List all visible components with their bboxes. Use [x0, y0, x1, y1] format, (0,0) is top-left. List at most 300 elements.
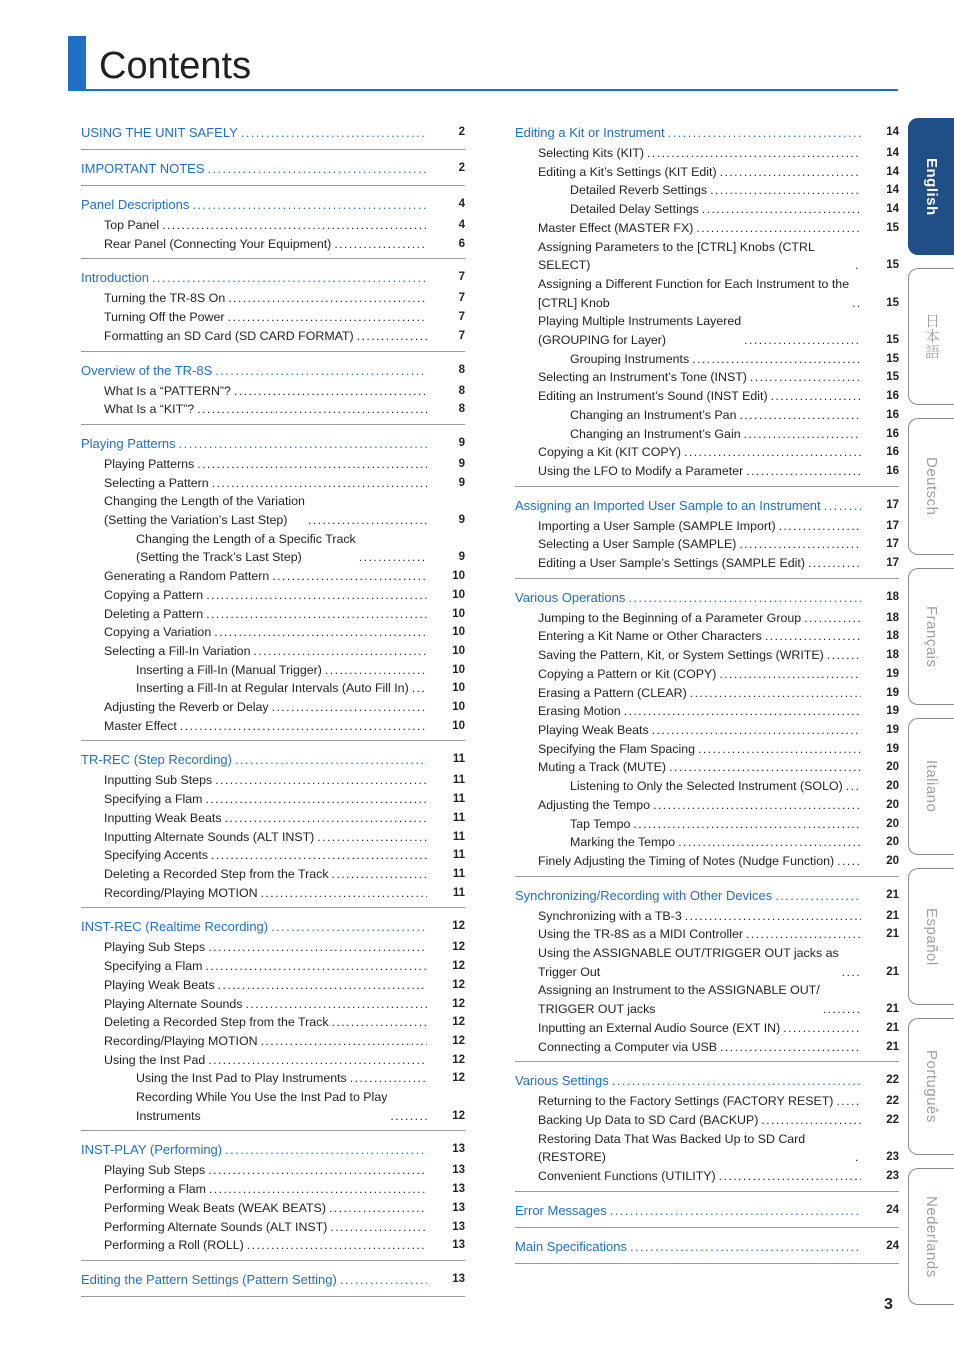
toc-entry[interactable]	[515, 1130, 899, 1167]
toc-heading[interactable]	[515, 122, 899, 143]
toc-entry[interactable]	[81, 957, 465, 976]
toc-entry[interactable]	[81, 455, 465, 474]
toc-entry[interactable]	[81, 884, 465, 903]
toc-entry-title: Various Operations	[515, 589, 626, 605]
dot-leader	[630, 1236, 861, 1257]
dot-leader	[179, 433, 427, 454]
toc-entry[interactable]	[515, 815, 899, 834]
dot-leader	[610, 1200, 861, 1221]
toc-entry-title: Selecting a Pattern	[104, 475, 209, 490]
toc-entry-title: Erasing a Pattern (CLEAR)	[538, 685, 687, 700]
dot-leader	[761, 1111, 861, 1130]
toc-entry[interactable]	[81, 308, 465, 327]
toc-entry[interactable]	[81, 717, 465, 736]
toc-entry[interactable]	[81, 235, 465, 254]
toc-entry[interactable]	[515, 1092, 899, 1111]
dot-leader	[197, 400, 427, 419]
dot-leader	[317, 828, 427, 847]
dot-leader	[846, 777, 861, 796]
toc-entry[interactable]	[81, 661, 465, 680]
toc-entry[interactable]	[81, 1161, 465, 1180]
toc-page-number: 12	[452, 960, 465, 973]
toc-page-number: 10	[452, 682, 465, 695]
toc-entry-title: Playing Weak Beats	[538, 722, 649, 737]
toc-entry[interactable]	[81, 400, 465, 419]
toc-entry[interactable]	[515, 981, 899, 1018]
dot-leader	[804, 609, 861, 628]
toc-page-number: 19	[886, 705, 899, 718]
toc-entry[interactable]	[515, 517, 899, 536]
toc-entry-title: Listening to Only the Selected Instrument (SOLO)	[570, 779, 843, 794]
dot-leader	[702, 200, 861, 219]
dot-leader	[261, 1032, 427, 1051]
toc-entry-title: Inputting Weak Beats	[104, 810, 222, 825]
toc-entry-title: Using the ASSIGNABLE OUT/TRIGGER OUT jacks as Trigger Out	[538, 946, 839, 979]
dot-leader	[698, 740, 861, 759]
toc-page-number: 6	[458, 237, 465, 250]
dot-leader	[329, 1199, 427, 1218]
toc-entry[interactable]	[515, 777, 899, 796]
toc-page-number: 20	[886, 780, 899, 793]
toc-entry-title: Performing a Roll (ROLL)	[104, 1238, 244, 1253]
toc-entry[interactable]	[81, 698, 465, 717]
language-tab-label: Português	[923, 1050, 940, 1123]
toc-entry[interactable]	[81, 828, 465, 847]
toc-page-number: 7	[458, 271, 465, 284]
dot-leader	[719, 1167, 861, 1186]
dot-leader	[340, 1269, 427, 1290]
toc-entry-title: Master Effect	[104, 718, 177, 733]
dot-leader	[308, 511, 427, 530]
toc-entry[interactable]	[515, 387, 899, 406]
dot-leader	[197, 455, 427, 474]
toc-entry[interactable]	[81, 995, 465, 1014]
toc-page-number: 12	[452, 1016, 465, 1029]
toc-entry-title: Editing an Instrument’s Sound (INST Edit)	[538, 389, 768, 404]
toc-page-number: 13	[452, 1272, 465, 1285]
language-tab-label: English	[923, 157, 940, 216]
dot-leader	[208, 158, 427, 179]
toc-entry[interactable]	[515, 944, 899, 981]
toc-entry-title: TR-REC (Step Recording)	[81, 752, 232, 768]
toc-page-number: 16	[886, 408, 899, 421]
toc-entry-title: Copying a Variation	[104, 625, 212, 640]
toc-entry[interactable]	[515, 852, 899, 871]
toc-entry[interactable]	[81, 216, 465, 235]
toc-entry[interactable]	[515, 665, 899, 684]
dot-leader	[332, 865, 427, 884]
toc-page-number: 22	[886, 1113, 899, 1126]
toc-heading[interactable]	[515, 1236, 899, 1257]
toc-entry-title: Playing Multiple Instruments Layered (GROUPING for Layer)	[538, 314, 742, 348]
language-tab-label: Français	[923, 605, 940, 668]
toc-entry[interactable]	[81, 846, 465, 865]
toc-entry-title: Adjusting the Reverb or Delay	[104, 700, 269, 715]
toc-entry-title: Master Effect (MASTER FX)	[538, 220, 694, 235]
toc-entry[interactable]	[515, 219, 899, 238]
toc-entry-title: Main Specifications	[515, 1238, 627, 1254]
toc-page-number: 17	[886, 538, 899, 551]
toc-entry-title: Editing a User Sample’s Settings (SAMPLE Edit)	[538, 556, 805, 571]
language-tab-label: 日本語	[923, 313, 940, 360]
toc-page-number: 14	[886, 147, 899, 159]
toc-entry-title: Synchronizing with a TB-3	[538, 908, 682, 923]
toc-entry[interactable]	[515, 144, 899, 163]
toc-page-number: 12	[452, 1072, 465, 1085]
toc-entry-title: Convenient Functions (UTILITY)	[538, 1169, 716, 1184]
toc-entry[interactable]	[515, 163, 899, 182]
toc-page-number: 21	[886, 1021, 899, 1034]
toc-entry[interactable]	[515, 312, 899, 349]
toc-entry-title: Deleting a Pattern	[104, 606, 204, 621]
toc-entry[interactable]	[515, 609, 899, 628]
toc-entry[interactable]	[515, 907, 899, 926]
toc-heading[interactable]	[81, 122, 465, 143]
toc-entry-title: Editing a Kit or Instrument	[515, 125, 665, 140]
toc-entry-title: Importing a User Sample (SAMPLE Import)	[538, 518, 776, 533]
toc-entry[interactable]	[81, 865, 465, 884]
toc-entry[interactable]	[515, 702, 899, 721]
toc-entry[interactable]	[515, 627, 899, 646]
toc-page-number: 20	[886, 761, 899, 774]
toc-section	[81, 915, 465, 1131]
toc-entry[interactable]	[515, 406, 899, 425]
toc-heading[interactable]	[81, 433, 465, 454]
toc-heading[interactable]	[81, 194, 465, 215]
toc-entry[interactable]	[81, 679, 465, 698]
toc-entry-title: Overview of the TR-8S	[81, 362, 213, 378]
toc-entry[interactable]	[515, 796, 899, 815]
dot-leader	[208, 1051, 427, 1070]
language-tab[interactable]	[908, 868, 954, 1005]
toc-page-number: 21	[886, 928, 899, 941]
toc-page-number: 14	[886, 126, 899, 138]
toc-section	[515, 1235, 899, 1264]
toc-entry[interactable]	[81, 938, 465, 957]
toc-section	[81, 266, 465, 351]
toc-page-number: 15	[886, 334, 899, 347]
toc-entry[interactable]	[515, 758, 899, 777]
dot-leader	[218, 976, 427, 995]
dot-leader	[225, 1139, 427, 1160]
dot-leader	[261, 884, 427, 903]
toc-entry-title: Copying a Pattern	[104, 587, 204, 602]
toc-section	[81, 359, 465, 425]
toc-entry-title: Specifying the Flam Spacing	[538, 741, 696, 756]
toc-page-number: 13	[452, 1220, 465, 1233]
toc-page-number: 11	[452, 774, 465, 787]
toc-heading[interactable]	[515, 587, 899, 608]
toc-entry[interactable]	[515, 368, 899, 387]
toc-entry[interactable]	[81, 474, 465, 493]
toc-entry[interactable]	[81, 642, 465, 661]
toc-entry[interactable]	[515, 740, 899, 759]
toc-heading[interactable]	[81, 360, 465, 381]
title-accent-bar	[68, 36, 86, 91]
toc-page-number: 21	[886, 909, 899, 922]
toc-entry[interactable]	[515, 1111, 899, 1130]
dot-leader	[783, 1019, 861, 1038]
toc-entry-title: Playing Sub Steps	[104, 940, 206, 955]
toc-entry-title: What Is a “KIT”?	[104, 402, 195, 417]
dot-leader	[775, 885, 861, 906]
toc-entry[interactable]	[81, 1088, 465, 1125]
toc-entry-title: INST-PLAY (Performing)	[81, 1142, 223, 1158]
toc-page-number: 22	[886, 1095, 899, 1108]
toc-entry[interactable]	[81, 492, 465, 529]
dot-leader	[350, 1069, 427, 1088]
dot-leader	[212, 474, 427, 493]
language-tab[interactable]	[908, 568, 954, 705]
toc-entry-title: Using the LFO to Modify a Parameter	[538, 463, 744, 478]
dot-leader	[241, 122, 427, 143]
toc-entry[interactable]	[81, 382, 465, 401]
toc-entry[interactable]	[81, 530, 465, 567]
language-tab[interactable]	[908, 268, 954, 405]
toc-section	[81, 1138, 465, 1261]
dot-leader	[710, 181, 861, 200]
toc-heading[interactable]	[81, 158, 465, 179]
dot-leader	[827, 646, 861, 665]
toc-entry-title: Rear Panel (Connecting Your Equipment)	[104, 236, 332, 251]
toc-heading[interactable]	[81, 916, 465, 937]
dot-leader	[837, 852, 861, 871]
toc-page-number: 7	[458, 292, 465, 305]
toc-section	[515, 494, 899, 579]
toc-page-number: 11	[452, 886, 465, 899]
toc-entry[interactable]	[515, 925, 899, 944]
toc-heading[interactable]	[81, 267, 465, 288]
toc-entry-title: Selecting Kits (KIT)	[538, 146, 645, 160]
toc-entry[interactable]	[515, 1038, 899, 1057]
toc-entry-title: Adjusting the Tempo	[538, 797, 651, 812]
toc-entry[interactable]	[81, 790, 465, 809]
toc-entry[interactable]	[81, 567, 465, 586]
dot-leader	[225, 809, 427, 828]
toc-entry-title: Detailed Reverb Settings	[570, 183, 708, 198]
toc-entry-title: Recording While You Use the Inst Pad to Play Instruments	[136, 1090, 388, 1123]
language-tab-label: Deutsch	[923, 457, 940, 516]
toc-entry-title: Editing the Pattern Settings (Pattern Setting)	[81, 1271, 337, 1287]
toc-entry[interactable]	[81, 1236, 465, 1255]
toc-page-number: 22	[886, 1074, 899, 1087]
toc-page-number: 20	[886, 817, 899, 830]
toc-entry-title: What Is a “PATTERN”?	[104, 383, 231, 398]
toc-page-number: 8	[458, 403, 465, 416]
toc-heading[interactable]	[81, 749, 465, 770]
toc-entry[interactable]	[81, 1051, 465, 1070]
toc-entry-title: Finely Adjusting the Timing of Notes (Nudge Function)	[538, 853, 835, 868]
toc-entry[interactable]	[515, 425, 899, 444]
toc-entry-title: Selecting a User Sample (SAMPLE)	[538, 537, 737, 552]
language-tab[interactable]	[908, 1018, 954, 1155]
toc-entry-title: Changing an Instrument’s Gain	[570, 426, 741, 441]
toc-entry[interactable]	[81, 605, 465, 624]
toc-entry[interactable]	[515, 833, 899, 852]
toc-entry[interactable]	[515, 462, 899, 481]
dot-leader	[215, 771, 427, 790]
dot-leader	[653, 796, 861, 815]
dot-leader	[647, 144, 861, 163]
toc-entry-title: Changing an Instrument’s Pan	[570, 407, 737, 422]
toc-entry[interactable]	[515, 181, 899, 200]
toc-entry[interactable]	[515, 350, 899, 369]
toc-page-number: 21	[886, 888, 899, 901]
toc-entry[interactable]	[81, 1032, 465, 1051]
toc-entry[interactable]	[81, 327, 465, 346]
toc-entry-title: Panel Descriptions	[81, 197, 190, 212]
toc-page-number: 10	[452, 626, 465, 639]
toc-entry-title: Inputting Alternate Sounds (ALT INST)	[104, 829, 315, 844]
toc-entry[interactable]	[515, 238, 899, 275]
toc-entry[interactable]	[515, 684, 899, 703]
toc-entry-title: Generating a Random Pattern	[104, 569, 270, 584]
dot-leader	[852, 294, 861, 313]
dot-leader	[633, 815, 861, 834]
toc-entry[interactable]	[515, 275, 899, 312]
toc-page-number: 20	[886, 854, 899, 867]
toc-entry-title: Recording/Playing MOTION	[104, 1033, 258, 1048]
toc-entry-title: Using the Inst Pad	[104, 1052, 206, 1067]
toc-entry-title: Error Messages	[515, 1202, 607, 1218]
toc-page-number: 19	[886, 667, 899, 680]
dot-leader	[612, 1070, 861, 1091]
dot-leader	[696, 219, 861, 238]
language-tab[interactable]	[908, 118, 954, 255]
toc-heading[interactable]	[515, 885, 899, 906]
dot-leader	[272, 567, 427, 586]
toc-entry-title: Introduction	[81, 270, 149, 286]
toc-section	[515, 586, 899, 877]
toc-page-number: 12	[452, 978, 465, 991]
toc-page-number: 14	[886, 184, 899, 197]
toc-page-number: 15	[886, 296, 899, 309]
toc-heading[interactable]	[81, 1139, 465, 1160]
toc-entry[interactable]	[515, 1167, 899, 1186]
toc-page-number: 9	[458, 551, 465, 564]
dot-leader	[824, 495, 861, 516]
toc-entry[interactable]	[515, 535, 899, 554]
toc-entry-title: Playing Sub Steps	[104, 1163, 206, 1178]
toc-entry-title: Performing Alternate Sounds (ALT INST)	[104, 1219, 328, 1234]
toc-entry[interactable]	[515, 1019, 899, 1038]
toc-section	[81, 157, 465, 186]
toc-entry[interactable]	[81, 771, 465, 790]
toc-page-number: 19	[886, 723, 899, 736]
toc-entry-title: Tap Tempo	[570, 816, 631, 831]
toc-entry[interactable]	[515, 554, 899, 573]
toc-page-number: 9	[458, 457, 465, 470]
toc-section	[81, 748, 465, 908]
dot-leader	[208, 938, 427, 957]
dot-leader	[206, 605, 427, 624]
toc-entry[interactable]	[81, 586, 465, 605]
toc-page-number: 19	[886, 686, 899, 699]
toc-page-number: 18	[886, 611, 899, 624]
toc-page-number: 11	[452, 753, 465, 766]
toc-page-number: 13	[452, 1201, 465, 1214]
toc-entry-title: Deleting a Recorded Step from the Track	[104, 1015, 329, 1030]
language-tab[interactable]	[908, 418, 954, 555]
toc-section	[515, 121, 899, 487]
toc-page-number: 12	[452, 941, 465, 954]
toc-page-number: 11	[452, 849, 465, 862]
toc-entry[interactable]	[81, 623, 465, 642]
toc-page-number: 4	[458, 198, 465, 210]
toc-entry[interactable]	[81, 1180, 465, 1199]
dot-leader	[739, 406, 861, 425]
toc-entry-title: Playing Patterns	[104, 456, 195, 471]
toc-entry-title: Using the TR-8S as a MIDI Controller	[538, 927, 743, 942]
dot-leader	[750, 368, 861, 387]
toc-page-number: 12	[452, 997, 465, 1010]
toc-section	[515, 884, 899, 1063]
toc-entry[interactable]	[81, 1069, 465, 1088]
dot-leader	[209, 1180, 427, 1199]
page-title: Contents	[99, 45, 252, 87]
toc-page-number: 20	[886, 798, 899, 811]
toc-entry-title: Muting a Track (MUTE)	[538, 760, 667, 775]
language-tab[interactable]	[908, 718, 954, 855]
dot-leader	[685, 907, 861, 926]
dot-leader	[692, 350, 861, 369]
language-tab-label: Italiano	[923, 760, 940, 813]
toc-entry[interactable]	[515, 443, 899, 462]
toc-page-number: 17	[886, 498, 899, 511]
toc-entry-title: Playing Patterns	[81, 435, 176, 451]
toc-heading[interactable]	[515, 495, 899, 516]
toc-page-number: 14	[886, 203, 899, 216]
toc-page-number: 10	[452, 607, 465, 620]
toc-entry[interactable]	[81, 809, 465, 828]
toc-entry[interactable]	[81, 1199, 465, 1218]
toc-entry[interactable]	[81, 976, 465, 995]
toc-page-number: 2	[458, 162, 465, 174]
toc-page-number: 20	[886, 836, 899, 849]
toc-entry-title: Changing the Length of a Specific Track (Setting the Track’s Last Step)	[136, 531, 356, 565]
toc-entry-title: USING THE UNIT SAFELY	[81, 125, 238, 140]
toc-page-number: 23	[886, 1170, 899, 1183]
dot-leader	[214, 623, 427, 642]
toc-entry[interactable]	[81, 1013, 465, 1032]
toc-entry-title: Playing Weak Beats	[104, 977, 215, 992]
toc-page-number: 11	[452, 867, 465, 880]
toc-entry[interactable]	[515, 200, 899, 219]
dot-leader	[162, 216, 427, 235]
toc-heading[interactable]	[515, 1070, 899, 1091]
dot-leader	[357, 327, 427, 346]
toc-heading[interactable]	[81, 1269, 465, 1290]
language-tab[interactable]	[908, 1168, 954, 1305]
toc-entry[interactable]	[81, 1218, 465, 1237]
dot-leader	[359, 548, 427, 567]
toc-entry[interactable]	[81, 289, 465, 308]
toc-page-number: 11	[452, 811, 465, 824]
dot-leader	[330, 1218, 427, 1237]
title-underline	[68, 89, 898, 91]
toc-entry[interactable]	[515, 646, 899, 665]
toc-page-number: 13	[452, 1239, 465, 1252]
toc-heading[interactable]	[515, 1200, 899, 1221]
dot-leader	[228, 289, 427, 308]
toc-entry-title: Editing a Kit’s Settings (KIT Edit)	[538, 164, 717, 179]
toc-entry-title: Assigning an Imported User Sample to an Instrument	[515, 497, 821, 513]
toc-page-number: 19	[886, 742, 899, 755]
toc-entry-title: Turning the TR-8S On	[104, 291, 226, 306]
toc-page-number: 15	[886, 352, 899, 365]
toc-page-number: 13	[452, 1164, 465, 1177]
toc-entry[interactable]	[515, 721, 899, 740]
